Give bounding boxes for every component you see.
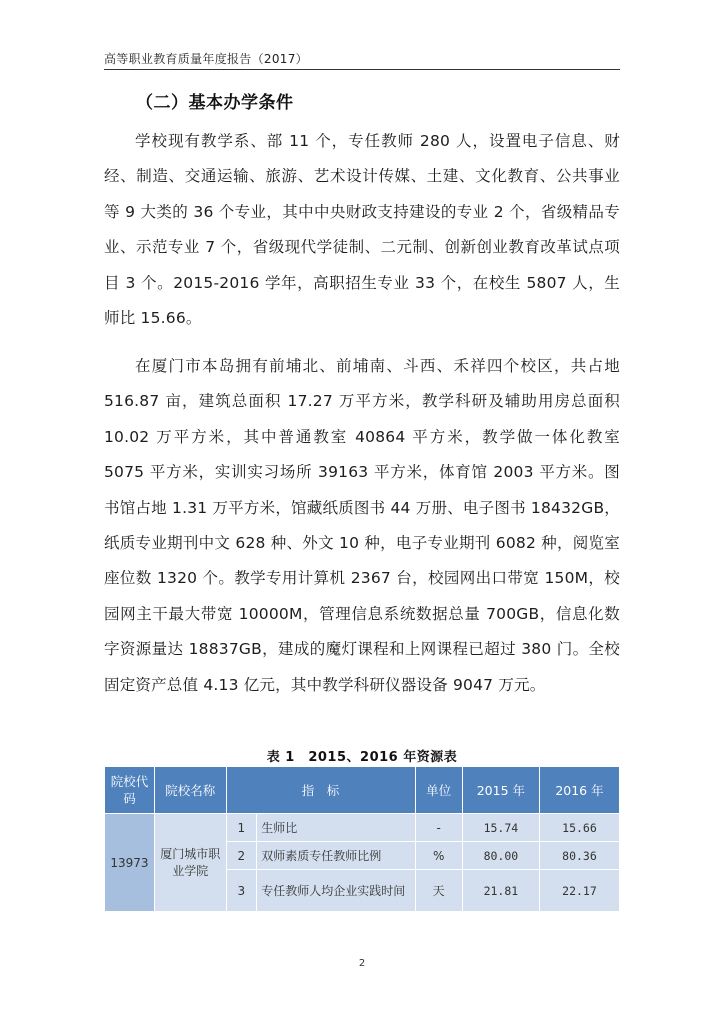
header-indicator: 指 标 (226, 767, 415, 814)
row-index: 2 (226, 842, 257, 870)
indicator-cell: 专任教师人均企业实践时间 (257, 870, 415, 912)
school-code-cell: 13973 (105, 814, 155, 912)
header-school-name: 院校名称 (154, 767, 226, 814)
resource-table (104, 766, 620, 912)
header-school-code: 院校代码 (105, 767, 155, 814)
section-title: （二）基本办学条件 (136, 93, 294, 113)
paragraph-teaching-staff: 学校现有教学系、部 11 个，专任教师 280 人，设置电子信息、财经、制造、交通运输、旅游、艺术设计传媒、土建、文化教育、公共事业等 9 大类的 36 个专业，其中中央财政支持建设的专业 2 个，省级精品专业、示范专业 7 个，省级现代学徒制、二元制、创新创业教育改革试点项目 3 个。2015-2016 学年，高职招生专业 33 个，在校生 5807 人，生师比 15.66。 (104, 132, 620, 328)
row-index: 1 (226, 814, 257, 842)
value-2015-cell: 21.81 (462, 870, 539, 912)
table-caption: 表 1 2015、2016 年资源表 (266, 750, 458, 765)
paragraph-campus-facilities: 在厦门市本岛拥有前埔北、前埔南、斗西、禾祥四个校区，共占地 516.87 亩，建筑总面积 17.27 万平方米，教学科研及辅助用房总面积 10.02 万平方米，其中普通教室 40864 平方米，教学做一体化教室 5075 平方米，实训实习场所 39163 平方米，体育馆 2003 平方米。图书馆占地 1.31 万平方米，馆藏纸质图书 44 万册、电子图书 18432GB，纸质专业期刊中文 628 种、外文 10 种，电子专业期刊 6082 种，阅览室座位数 1320 个。教学专用计算机 2367 台，校园网出口带宽 150M，校园网主干最大带宽 10000M，管理信息系统数据总量 700GB，信息化数字资源量达 18837GB，建成的魔灯课程和上网课程已超过 380 门。全校固定资产总值 4.13 亿元，其中教学科研仪器设备 9047 万元。 (104, 357, 620, 694)
value-2016-cell: 80.36 (539, 842, 619, 870)
header-2016: 2016 年 (539, 767, 619, 814)
header-unit: 单位 (415, 767, 462, 814)
header-2015: 2015 年 (462, 767, 539, 814)
unit-cell: - (415, 814, 462, 842)
value-2015-cell: 80.00 (462, 842, 539, 870)
row-index: 3 (226, 870, 257, 912)
value-2016-cell: 22.17 (539, 870, 619, 912)
unit-cell: 天 (415, 870, 462, 912)
page-number: 2 (358, 958, 366, 969)
table-row (105, 814, 620, 842)
indicator-cell: 生师比 (257, 814, 415, 842)
header-rule (104, 69, 620, 70)
school-name-cell: 厦门城市职业学院 (154, 814, 226, 912)
indicator-cell: 双师素质专任教师比例 (257, 842, 415, 870)
running-header: 高等职业教育质量年度报告（2017） (104, 52, 308, 66)
unit-cell: % (415, 842, 462, 870)
table-header-row (105, 767, 620, 814)
value-2016-cell: 15.66 (539, 814, 619, 842)
value-2015-cell: 15.74 (462, 814, 539, 842)
